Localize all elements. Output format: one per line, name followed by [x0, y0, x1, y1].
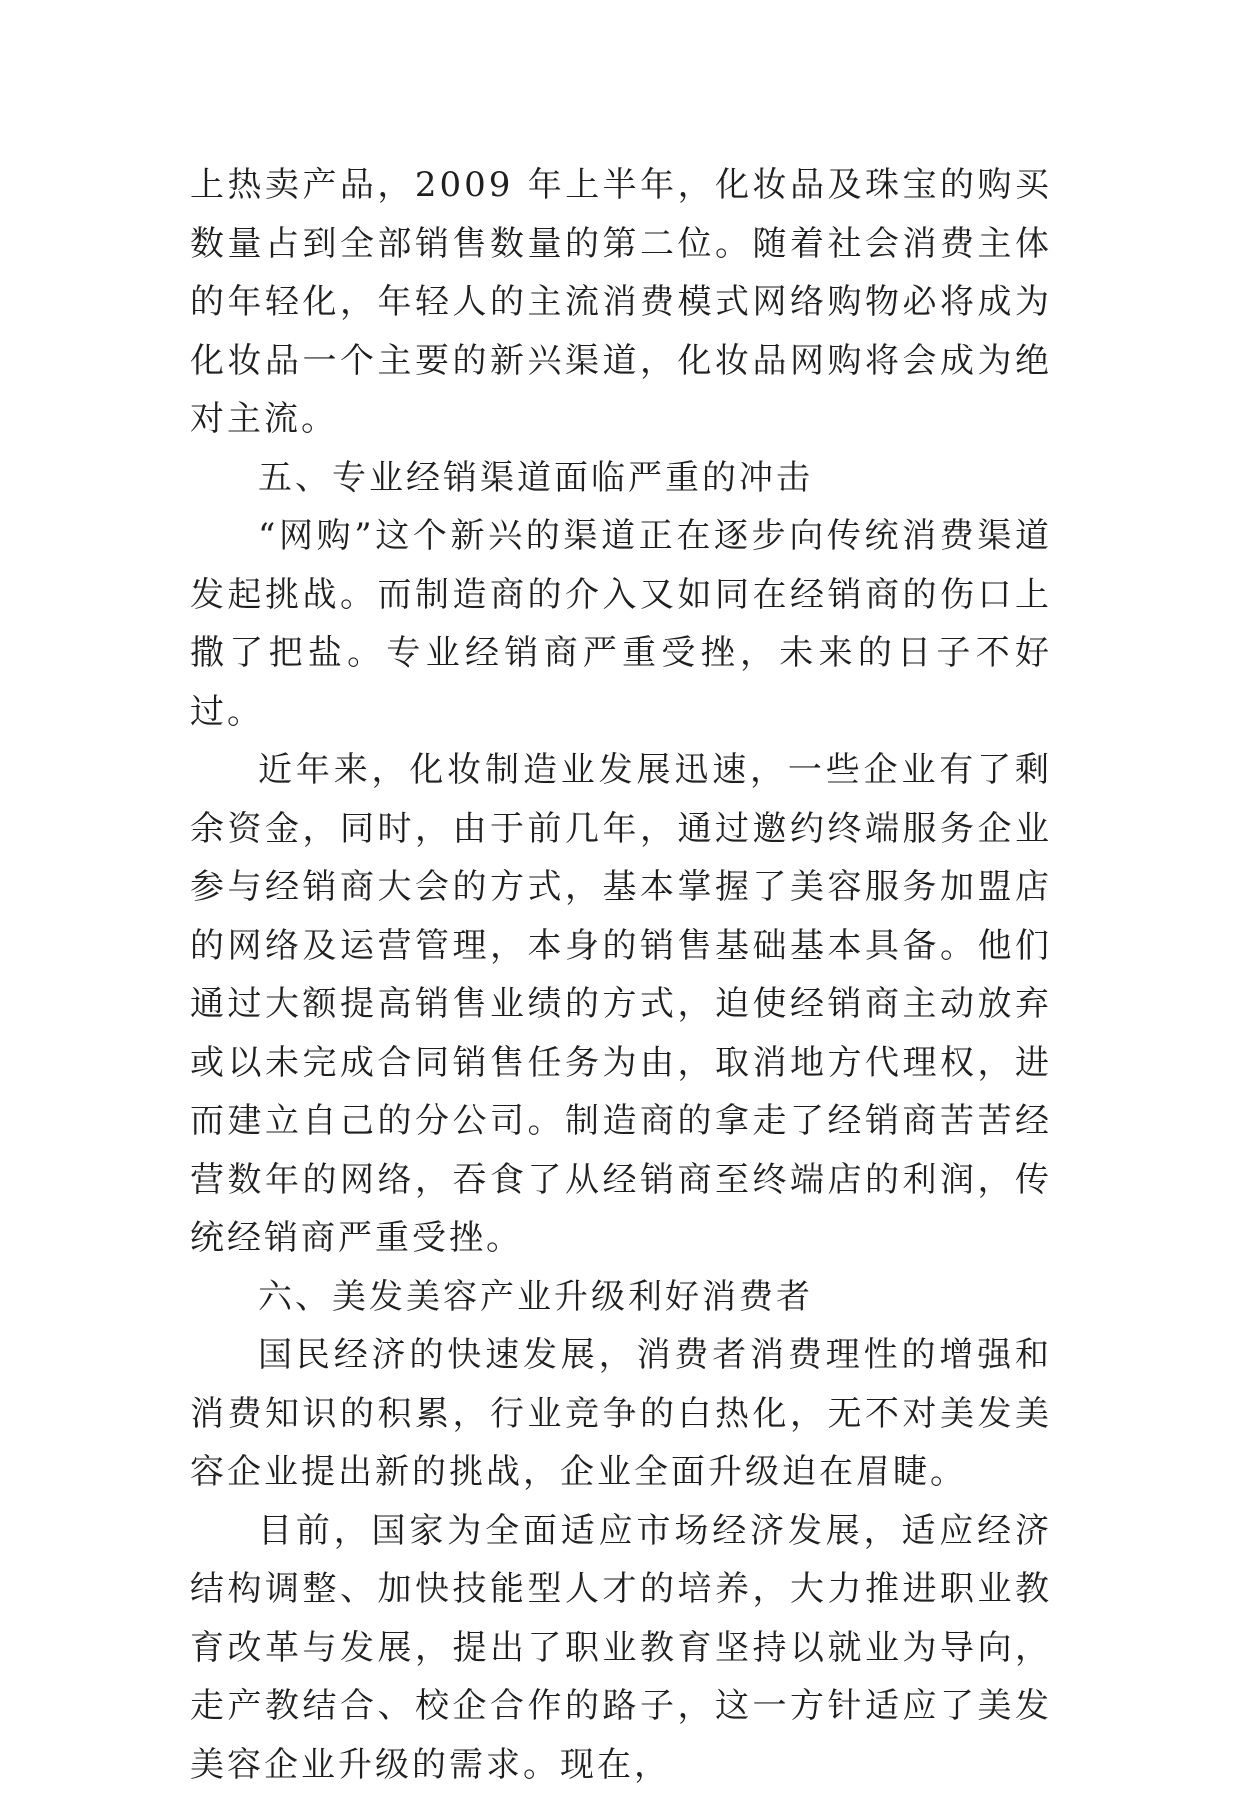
- paragraph-online-shopping-challenge: “网购”这个新兴的渠道正在逐步向传统消费渠道发起挑战。而制造商的介入又如同在经销商的伤口上撒了把盐。专业经销商严重受挫，未来的日子不好过。: [190, 507, 1052, 741]
- paragraph-industry-upgrade: 国民经济的快速发展，消费者消费理性的增强和消费知识的积累，行业竞争的白热化，无不对美发美容企业提出新的挑战，企业全面升级迫在眉睫。: [190, 1326, 1052, 1502]
- paragraph-online-cosmetics: 上热卖产品，2009 年上半年，化妆品及珠宝的购买数量占到全部销售数量的第二位。随着社会消费主体的年轻化，年轻人的主流消费模式网络购物必将成为化妆品一个主要的新兴渠道，化妆品网购将会成为绝对主流。: [190, 156, 1052, 449]
- section-heading-5: 五、专业经销渠道面临严重的冲击: [190, 449, 1052, 508]
- paragraph-manufacturer-expansion: 近年来，化妆制造业发展迅速，一些企业有了剩余资金，同时，由于前几年，通过邀约终端服务企业参与经销商大会的方式，基本掌握了美容服务加盟店的网络及运营管理，本身的销售基础基本具备。他们通过大额提高销售业绩的方式，迫使经销商主动放弃或以未完成合同销售任务为由，取消地方代理权，进而建立自己的分公司。制造商的拿走了经销商苦苦经营数年的网络，吞食了从经销商至终端店的利润，传统经销商严重受挫。: [190, 741, 1052, 1268]
- section-heading-6: 六、美发美容产业升级利好消费者: [190, 1268, 1052, 1327]
- document-body: [190, 156, 1052, 1794]
- paragraph-vocational-education: 目前，国家为全面适应市场经济发展，适应经济结构调整、加快技能型人才的培养，大力推进职业教育改革与发展，提出了职业教育坚持以就业为导向，走产教结合、校企合作的路子，这一方针适应了美发美容企业升级的需求。现在，: [190, 1502, 1052, 1794]
